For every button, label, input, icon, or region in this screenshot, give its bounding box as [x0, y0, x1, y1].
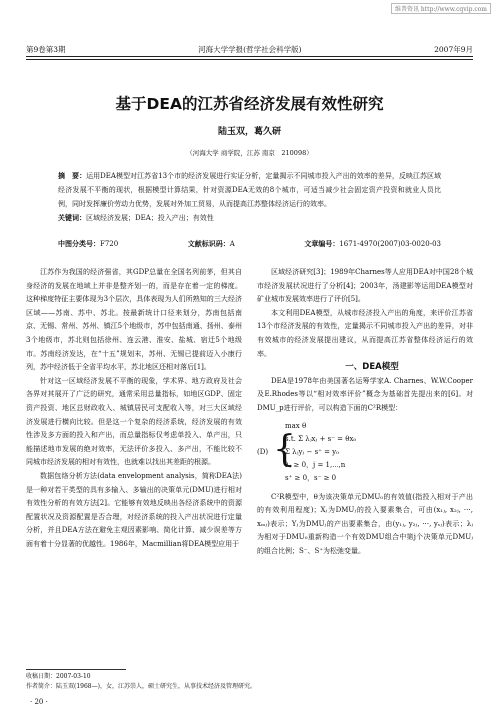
- formula-line: λⱼ ≥ 0，j = 1,⋯,n: [285, 460, 346, 469]
- body-paragraph: 江苏作为我国的经济强省，其GDP总量在全国名列前茅，但其自身经济的发展在地域上并非是整齐划一的，而是存在着一定的梯度。这种梯度特征主要体现为3个层次，具体表现为人们所熟知的三大经济区域——苏南、苏中、苏北。按最新统计口径来划分，苏南包括南京、无锡、常州、苏州、镇江5个地级市，苏中包括南通、扬州、泰州3个地级市，苏北则包括徐州、连云港、淮安、盐城、宿迁5个地级市。苏南经济发达，在“十五”规划末，苏州、无锡已提前迈入小康行列，苏中经济低于全省平均水平，苏北地区还相对落后[1]。: [26, 268, 242, 372]
- author-bio: 作者简介：陆玉双(1968—)，女，江苏崇人，硕士研究生，从事技术经济及管理研究。: [26, 683, 256, 690]
- running-header: [26, 44, 473, 55]
- issue-date: 2007年9月: [434, 45, 473, 54]
- formula-line: Σ λⱼyⱼ − s⁺ = y₀: [285, 447, 339, 456]
- doc-code: [188, 239, 235, 249]
- brace-symbol: {: [273, 428, 296, 470]
- doc-value: A: [229, 240, 235, 248]
- header-rule: [26, 56, 473, 57]
- formula-line: s⁺ ≥ 0，s⁻ ≥ 0: [285, 473, 337, 482]
- authors: 陆玉双，葛久研: [217, 127, 281, 137]
- abstract-block: [58, 169, 441, 225]
- body-paragraph: 区域经济研究[3]；1989年Charnes等人应用DEA对中国28个城市经济发展状况进行了分析[4]；2003年，汤建影等运用DEA模型对矿业城市发展效率进行了评价[5]。: [257, 268, 473, 304]
- right-column: [257, 266, 473, 559]
- body-paragraph: 针对这一区域经济发展不平衡的现象，学术界、地方政府及社会各界对其展开了广泛的研究，通常采用总量指标，如地区GDP、固定资产投资、地区总财政收入、城镇居民可支配收入等，对三大区域经济发展进行横向比较。但是这一个复杂的经济系统，经济发展的有效性涉及多方面的投入和产出，而总量指标仅考虑单投入、单产出，只能描述地市发展的绝对效率，无法评价多投入、多产出，不能比较不同城市经济发展的相对有效性，也就难以找出其差距的根源。: [26, 376, 242, 467]
- issue-label: 第9卷第3期: [26, 45, 66, 54]
- clc-value: F720: [100, 240, 119, 248]
- classification-line: [58, 239, 441, 249]
- footnote-rule: [26, 669, 126, 670]
- left-column: [26, 266, 242, 551]
- keywords-text: 区域经济发展；DEA；投入产出；有效性: [86, 214, 214, 222]
- clc-code: [58, 239, 118, 249]
- section-heading: 一、DEA模型: [345, 362, 399, 373]
- formula-line: max θ: [285, 421, 307, 430]
- abstract-text: 运用DEA模型对江苏省13个市的经济发展进行实证分析，定量揭示不同城市投入产出的效率的差异，反映江苏区域经济发展不平衡的现状，根据模型计算结果，针对资源DEA无效的8个城市，可适当减少社会固定资产投资和就业人员比例，同时发挥廉价劳动力优势，发展对外加工贸易，从而提高江苏整体经济运行的效率。: [58, 172, 442, 208]
- footnote: [26, 672, 326, 692]
- formula-line: s.t. Σ λⱼxⱼ + s⁻ = θx₀: [285, 434, 357, 443]
- journal-name: 河海大学学报(哲学社会科学版): [198, 45, 302, 54]
- art-value: 1671-4970(2007)03-0020-03: [339, 240, 441, 248]
- doc-label: 文献标识码：: [187, 240, 230, 248]
- affiliation: （河海大学 商学院，江苏 南京 210098）: [186, 149, 313, 157]
- paper-title: 基于DEA的江苏省经济发展有效性研究: [115, 95, 384, 113]
- clc-label: 中图分类号：: [58, 240, 100, 248]
- body-paragraph: C²R模型中，θ为该决策单元DMU₀的有效值(指投入相对于产出的有效利用程度)；Xⱼ为DMUⱼ的投入要素集合，可由(x₁ⱼ, x₂ⱼ, ⋯, xₘⱼ)表示；Yⱼ为DMUⱼ的产出要素集合，由(y₁ⱼ, y₂ⱼ, ⋯, yₛⱼ)表示；λⱼ为相对于DMU₀重新构造一个有效DMU组合中第j个决策单元DMUⱼ的组合比例；S⁻、S⁺为松弛变量。: [257, 492, 473, 555]
- keywords-label: 关键词：: [58, 214, 86, 222]
- page-number: · 20 ·: [30, 698, 48, 706]
- header-rule-thin: [26, 59, 473, 60]
- abstract-label: 摘 要：: [58, 172, 87, 180]
- received-date: 收稿日期：2007-03-10: [26, 673, 91, 680]
- keywords: [58, 211, 441, 225]
- body-paragraph: DEA是1978年由美国著名运筹学家A. Charnes、W.W.Cooper及E.Rhodes等以“相对效率评价”概念为基础首先提出来的[6]。对DMU_p进行评价，可以构造下面的C²R模型：: [257, 376, 473, 412]
- body-paragraph: 数据包络分析方法(data envelopment analysis，简称DEA法)是一种对若干类型的具有多输入、多输出的决策单元(DMU)进行相对有效性分析的有效方法[2]。它能够有效地反映出各经济系统中的资源配置状况及资源配置是否合理，对经济系统的投入产出状况进行定量分析，并且DEA方法在避免主观因素影响、简化计算、减少误差等方面有着十分显著的优越性。1986年，Macmillian将DEA模型应用于: [26, 471, 242, 548]
- c2r-model-formula: [257, 420, 473, 485]
- watermark: 维普资讯 http://www.cqvip.com: [391, 3, 491, 14]
- article-number: [304, 239, 441, 249]
- body-paragraph: 本文利用DEA模型，从城市经济投入产出的角度，来评价江苏省13个市经济发展的有效性，定量揭示不同城市投入产出的差异，对非有效城市的经济发展提出建议，从而提高江苏省整体经济运行的效率。: [257, 308, 473, 358]
- art-label: 文章编号：: [304, 240, 340, 248]
- abstract: [58, 169, 441, 211]
- formula-label: (D): [257, 447, 269, 456]
